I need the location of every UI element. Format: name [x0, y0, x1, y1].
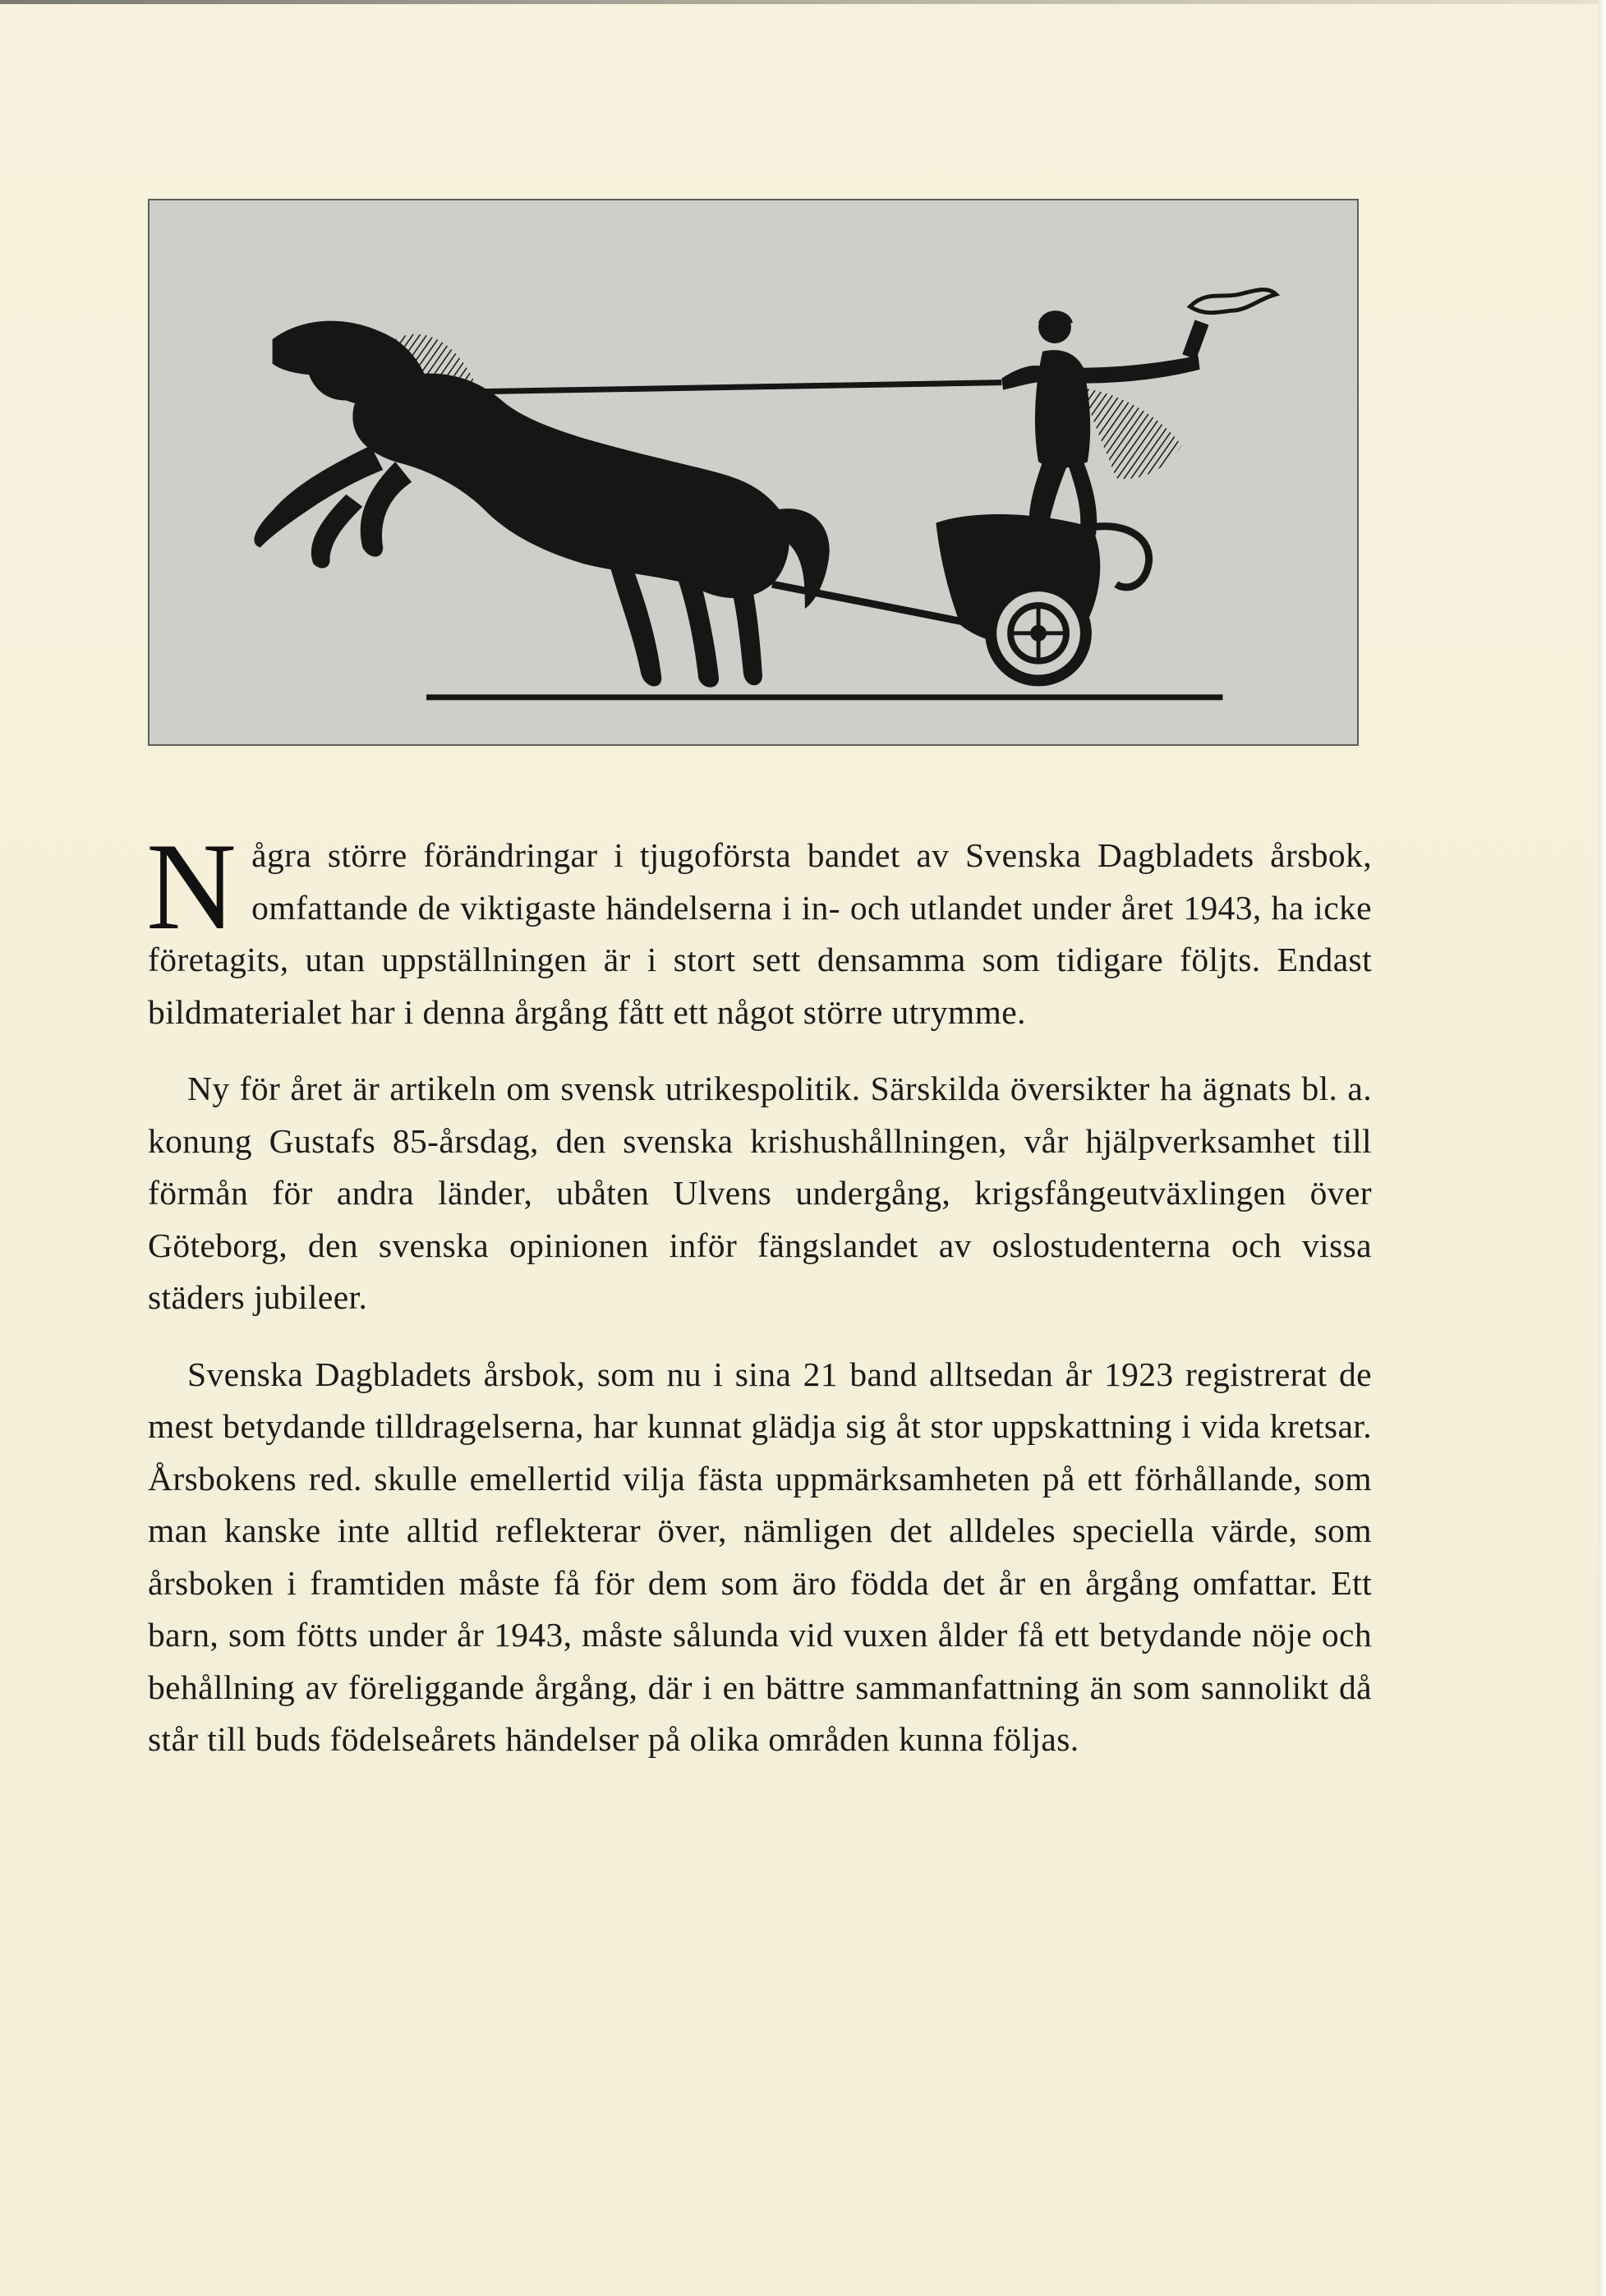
torch — [1182, 290, 1276, 360]
paragraph-2: Ny för året är artikeln om svensk utrikespolitik. Särskilda översikter ha ägnats bl. a. konung Gustafs 85-årsdag, den svenska krishushållningen, vår hjälpverksamhet till förmån för andra länder, ubåten Ulvens undergång, krigsfångeutväxlingen över Göteborg, den svenska opinionen inför fängslandet av oslostudenterna och vissa städers jubileer. — [148, 1070, 1372, 1316]
page-right-edge — [1598, 0, 1606, 2296]
foreword-text — [146, 817, 1372, 1791]
intro-text: ågra större förändringar i tjugoförsta bandet av Svenska Dagbladets årsbok, omfattande de viktigaste händelserna i in- och utlandet under året 1943, ha icke företagits, utan uppställningen är i stort sett densamma som tidigare följts. Endast bildmaterialet har i denna årgång fått ett något större utrymme. — [148, 836, 1372, 1031]
page-top-edge — [0, 0, 1606, 4]
horses — [254, 321, 829, 688]
charioteer — [1001, 311, 1199, 535]
ground-line — [426, 694, 1222, 700]
chariot-illustration — [148, 199, 1359, 746]
chariot — [936, 514, 1148, 680]
intro-paragraph — [146, 817, 1372, 1038]
paragraph-3: Svenska Dagbladets årsbok, som nu i sina 21 band alltsedan år 1923 registrerat de mest betydande tilldragelserna, har kunnat glädja sig åt stor uppskattning i vida kretsar. Årsbokens red. skulle emellertid vilja fästa uppmärksamheten på ett förhållande, som man kanske inte alltid reflekterar över, nämligen det alldeles speciella värde, som årsboken i framtiden måste få för dem som äro födda det år en årgång omfattar. Ett barn, som fötts under år 1943, måste sålunda vid vuxen ålder få ett betydande nöje och behållning av föreliggande årgång, där i en bättre sammanfattning än som sannolikt då står till buds födelseårets händelser på olika områden kunna följas. — [148, 1355, 1372, 1758]
dropcap: N — [146, 817, 237, 955]
chariot-drawing — [150, 200, 1357, 744]
reins — [436, 383, 1001, 393]
